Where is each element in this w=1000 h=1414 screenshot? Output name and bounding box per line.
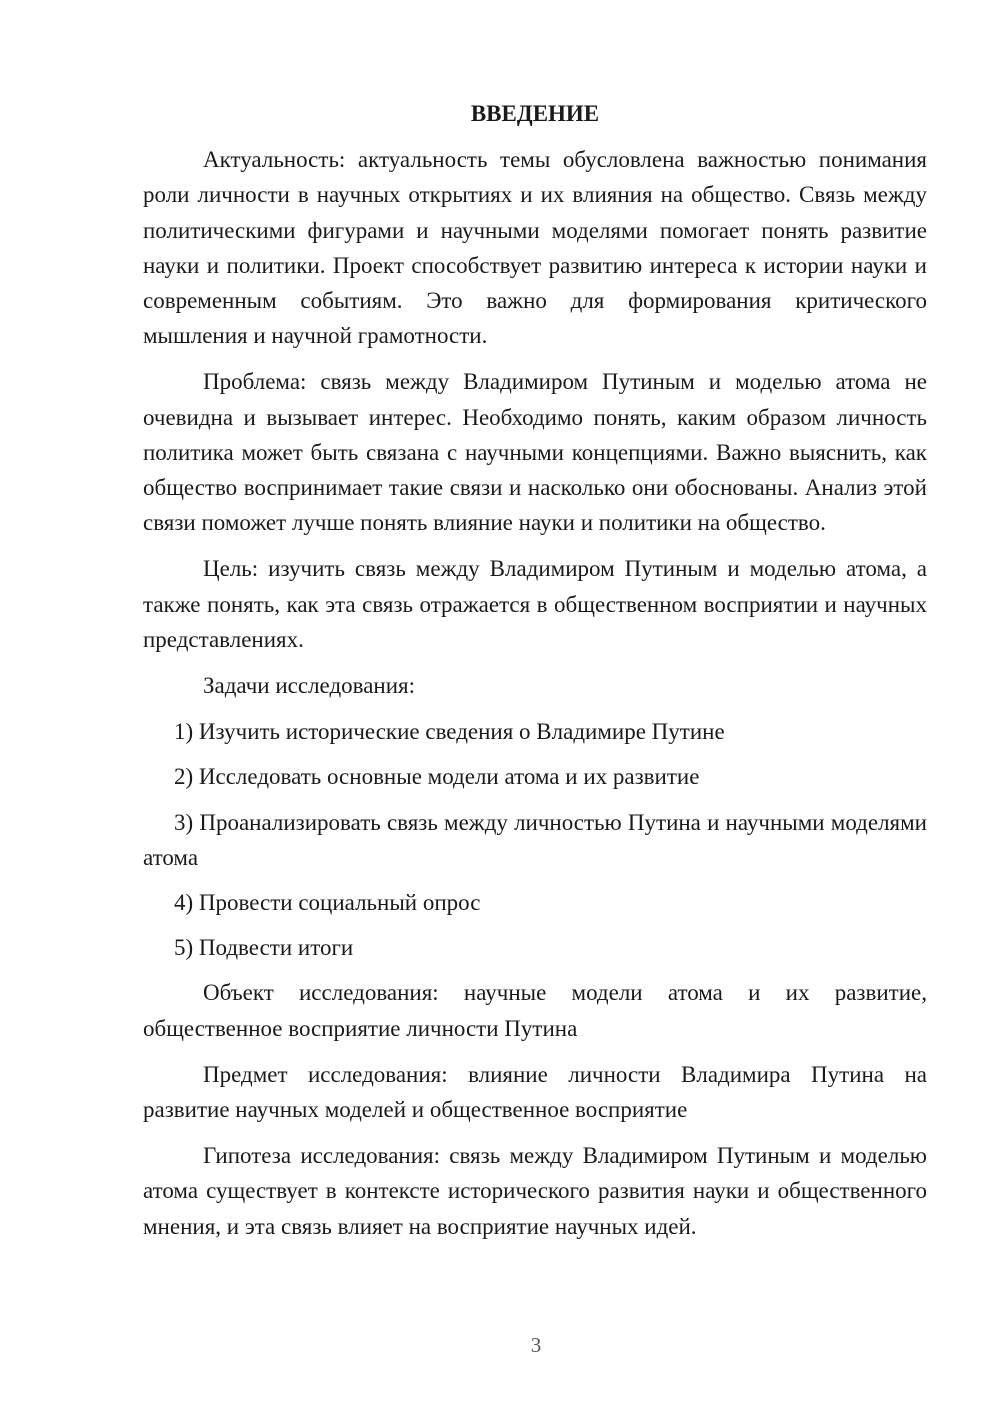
task-item-5: 5) Подвести итоги [174, 935, 354, 961]
paragraph-tasks-heading: Задачи исследования: [203, 673, 416, 699]
paragraph-goal: Цель: изучить связь между Владимиром Путиным и моделью атома, а также понять, как эта связь отражается в общественном восприятии и научных представлениях. [143, 556, 927, 652]
paragraph-object: Объект исследования: научные модели атома и их развитие, общественное восприятие личности Путина [143, 980, 927, 1041]
paragraph-problem: Проблема: связь между Владимиром Путиным и моделью атома не очевидна и вызывает интерес. Необходимо понять, каким образом личность политика может быть связана с научными концепциями. Важно выяснить, как общество воспринимает такие связи и насколько они обоснованы. Анализ этой связи поможет лучше понять влияние науки и политики на общество. [143, 369, 927, 536]
page-content [143, 96, 927, 1255]
task-item-4: 4) Провести социальный опрос [174, 890, 481, 916]
paragraph-relevance: Актуальность: актуальность темы обусловлена важностью понимания роли личности в научных открытиях и их влияния на общество. Связь между политическими фигурами и научными моделями помогает понять развитие науки и политики. Проект способствует развитию интереса к истории науки и современным событиям. Это важно для формирования критического мышления и научной грамотности. [143, 147, 927, 349]
paragraph-hypothesis: Гипотеза исследования: связь между Владимиром Путиным и моделью атома существует в контексте исторического развития науки и общественного мнения, и эта связь влияет на восприятие научных идей. [143, 1143, 927, 1239]
page-number: 3 [530, 1333, 542, 1357]
section-title: ВВЕДЕНИЕ [470, 101, 600, 126]
task-item-3: 3) Проанализировать связь между личностью Путина и научными моделями атома [143, 809, 927, 870]
task-item-1: 1) Изучить исторические сведения о Владимире Путине [174, 719, 725, 745]
task-item-2: 2) Исследовать основные модели атома и их развитие [174, 764, 700, 790]
paragraph-subject: Предмет исследования: влияние личности Владимира Путина на развитие научных моделей и общественное восприятие [143, 1061, 927, 1123]
